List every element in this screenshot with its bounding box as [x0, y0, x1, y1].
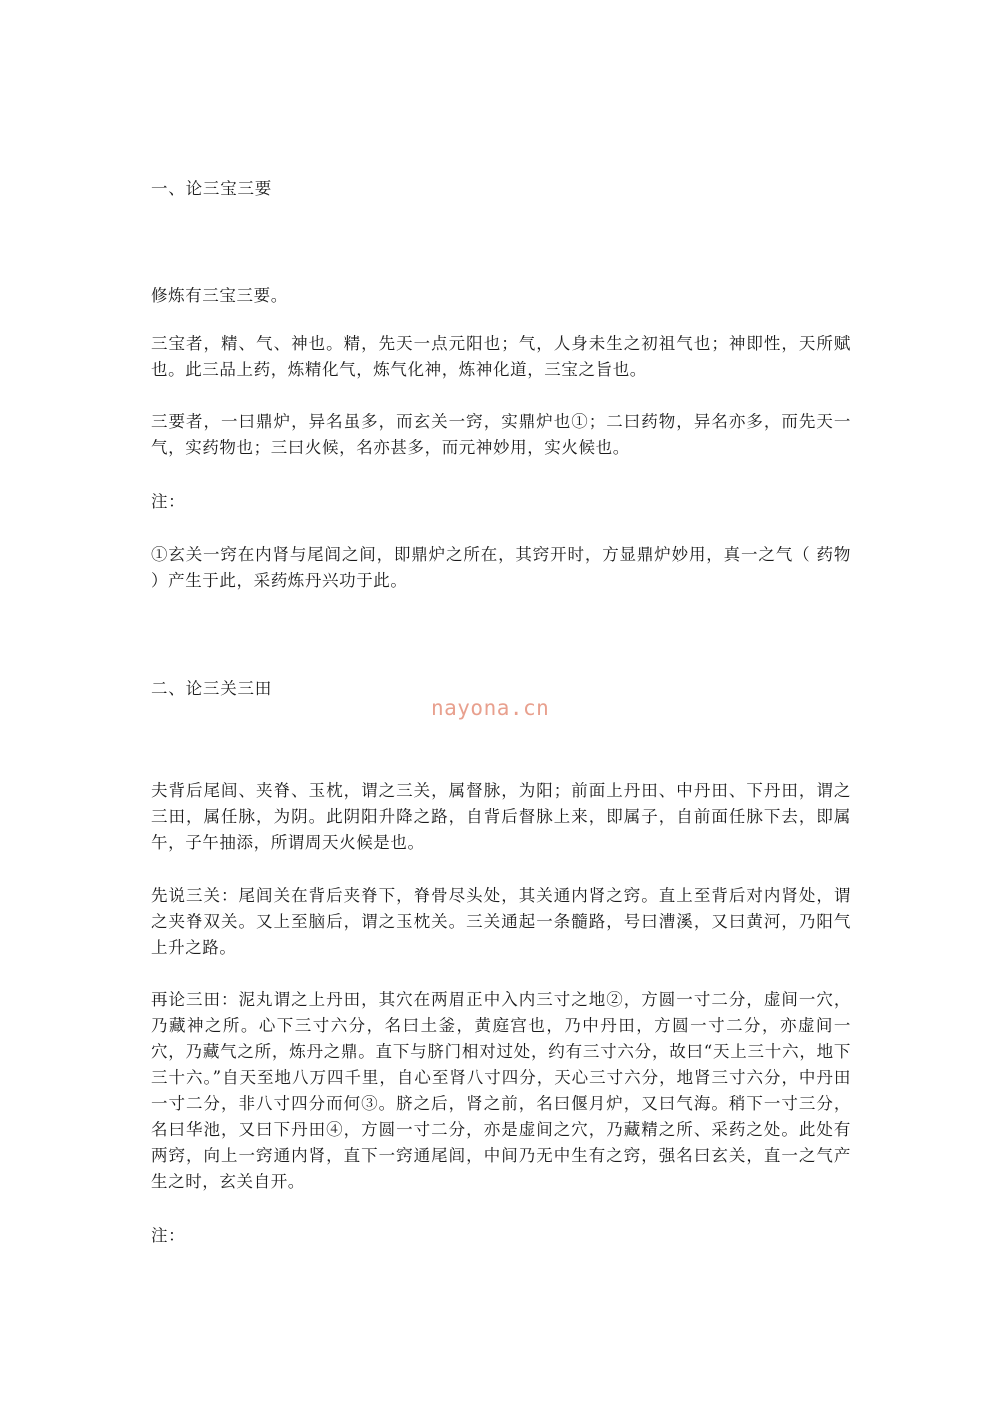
- section-heading-1: 一、论三宝三要: [151, 179, 273, 198]
- paragraph-three-passes: 夫背后尾闾、夹脊、玉枕，谓之三关，属督脉，为阳；前面上丹田、中丹田、下丹田，谓之三田，属任脉，为阴。此阴阳升降之路，自背后督脉上来，即属子，自前面任脉下去，即属午，子午抽添，所谓周天火候是也。: [151, 781, 851, 852]
- note-label-2: 注：: [151, 1226, 186, 1245]
- paragraph-three-fields: 再论三田：泥丸谓之上丹田，其穴在两眉正中入内三寸之地②，方圆一寸二分，虚间一穴，乃藏神之所。心下三寸六分，名曰土釜，黄庭宫也，乃中丹田，方圆一寸二分，亦虚间一穴，乃藏气之所，炼丹之鼎。直下与脐门相对过处，约有三寸六分，故曰“天上三十六，地下三十六。”自天至地八万四千里，自心至肾八寸四分，天心三寸六分，地肾三寸六分，中丹田一寸二分，非八寸四分而何③。脐之后，肾之前，名曰偃月炉，又曰气海。稍下一寸三分，名曰华池，又曰下丹田④，方圆一寸二分，亦是虚间之穴，乃藏精之所、采药之处。此处有两窍，向上一窍通内肾，直下一窍通尾闾，中间乃无中生有之窍，强名曰玄关，直一之气产生之时，玄关自开。: [151, 990, 851, 1191]
- paragraph-first-passes: 先说三关：尾闾关在背后夹脊下，脊骨尽头处，其关通内肾之窍。直上至背后对内肾处，谓之夹脊双关。又上至脑后，谓之玉枕关。三关通起一条髓路，号曰漕溪，又曰黄河，乃阳气上升之路。: [151, 886, 851, 957]
- note-1: ①玄关一窍在内肾与尾闾之间，即鼎炉之所在，其窍开时，方显鼎炉妙用，真一之气（ 药物 ）产生于此，采药炼丹兴功于此。: [151, 545, 851, 590]
- paragraph-three-treasures: 三宝者，精、气、神也。精，先天一点元阳也；气，人身未生之初祖气也；神即性，天所赋也。此三品上药，炼精化气，炼气化神，炼神化道，三宝之旨也。: [151, 334, 851, 379]
- watermark: nayona.cn: [431, 696, 550, 720]
- paragraph-three-essentials: 三要者，一曰鼎炉，异名虽多，而玄关一窍，实鼎炉也①；二曰药物，异名亦多，而先天一气，实药物也；三曰火候，名亦甚多，而元神妙用，实火候也。: [151, 412, 851, 457]
- paragraph-intro: 修炼有三宝三要。: [151, 286, 288, 305]
- section-heading-2: 二、论三关三田: [151, 679, 273, 698]
- note-label-1: 注：: [151, 492, 186, 511]
